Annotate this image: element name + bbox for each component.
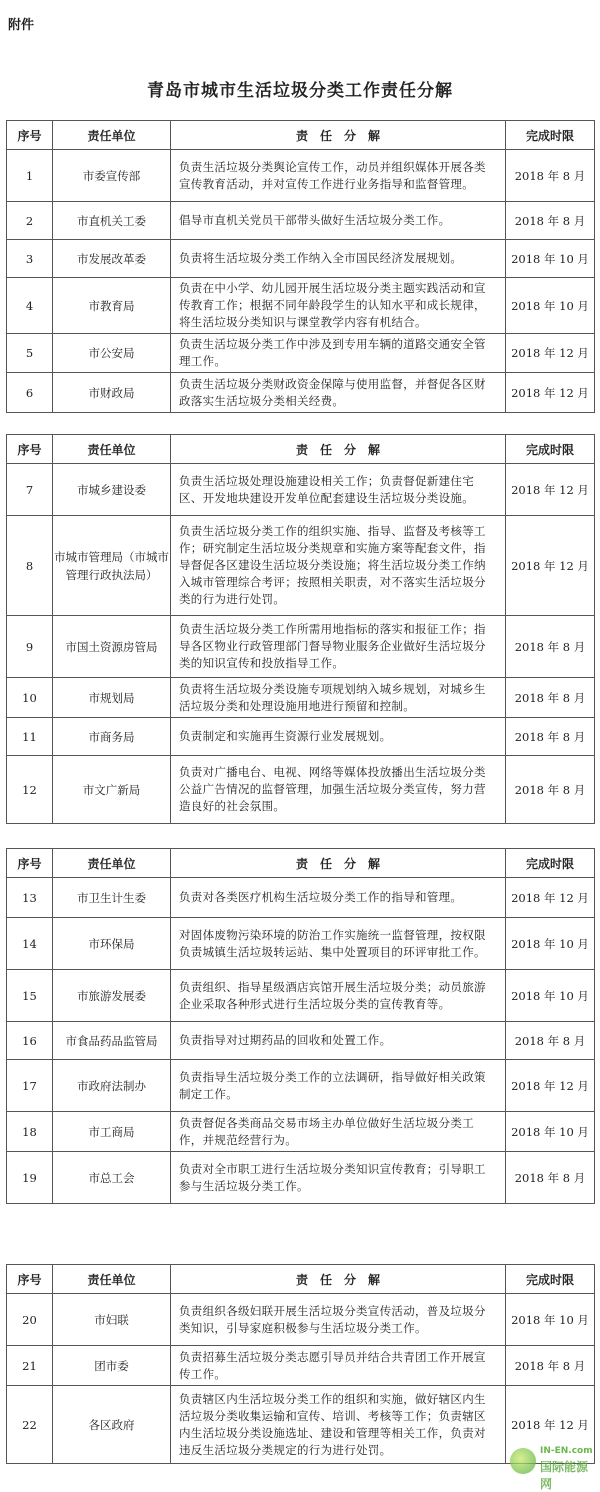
row-number: 20 [7, 1294, 53, 1346]
row-deadline: 2018 年 12 月 [506, 1386, 595, 1464]
row-deadline: 2018 年 8 月 [506, 1152, 595, 1204]
header-duty: 责 任 分 解 [171, 435, 506, 464]
table-row [7, 718, 595, 756]
row-unit: 市委宣传部 [53, 150, 171, 202]
row-unit: 市妇联 [53, 1294, 171, 1346]
row-number: 9 [7, 616, 53, 678]
row-number: 8 [7, 516, 53, 616]
header-deadline: 完成时限 [506, 1265, 595, 1294]
row-unit: 市总工会 [53, 1152, 171, 1204]
row-number: 22 [7, 1386, 53, 1464]
row-unit: 市发展改革委 [53, 240, 171, 278]
table-row [7, 240, 595, 278]
row-duty: 负责生活垃圾分类财政资金保障与使用监督，并督促各区财政落实生活垃圾分类相关经费。 [171, 373, 506, 413]
row-deadline: 2018 年 10 月 [506, 240, 595, 278]
row-deadline: 2018 年 10 月 [506, 1112, 595, 1152]
row-deadline: 2018 年 8 月 [506, 678, 595, 718]
row-unit: 市财政局 [53, 373, 171, 413]
row-deadline: 2018 年 10 月 [506, 918, 595, 970]
row-unit: 市公安局 [53, 334, 171, 373]
table-row [7, 878, 595, 918]
row-duty: 负责在中小学、幼儿园开展生活垃圾分类主题实践活动和宣传教育工作；根据不同年龄段学生的认知水平和成长规律，将生活垃圾分类知识与课堂教学内容有机结合。 [171, 278, 506, 334]
table-row [7, 1386, 595, 1464]
row-deadline: 2018 年 8 月 [506, 202, 595, 240]
row-duty: 倡导市直机关党员干部带头做好生活垃圾分类工作。 [171, 202, 506, 240]
row-deadline: 2018 年 12 月 [506, 878, 595, 918]
header-deadline: 完成时限 [506, 121, 595, 150]
row-unit: 市直机关工委 [53, 202, 171, 240]
header-unit: 责任单位 [53, 435, 171, 464]
row-number: 10 [7, 678, 53, 718]
row-duty: 负责对广播电台、电视、网络等媒体投放播出生活垃圾分类公益广告情况的监督管理，加强生活垃圾分类宣传，努力营造良好的社会氛围。 [171, 756, 506, 824]
row-number: 17 [7, 1060, 53, 1112]
row-unit: 市城乡建设委 [53, 464, 171, 516]
header-unit: 责任单位 [53, 1265, 171, 1294]
row-duty: 负责督促各类商品交易市场主办单位做好生活垃圾分类工作，并规范经营行为。 [171, 1112, 506, 1152]
watermark-name: 国际能源网 [540, 1460, 589, 1491]
row-duty: 负责制定和实施再生资源行业发展规划。 [171, 718, 506, 756]
row-number: 3 [7, 240, 53, 278]
table-row [7, 970, 595, 1022]
table-row [7, 1346, 595, 1386]
row-duty: 负责组织各级妇联开展生活垃圾分类宣传活动，普及垃圾分类知识，引导家庭积极参与生活垃圾分类工作。 [171, 1294, 506, 1346]
row-unit: 市规划局 [53, 678, 171, 718]
row-number: 15 [7, 970, 53, 1022]
row-unit: 市政府法制办 [53, 1060, 171, 1112]
header-no: 序号 [7, 121, 53, 150]
row-unit: 市旅游发展委 [53, 970, 171, 1022]
row-deadline: 2018 年 8 月 [506, 756, 595, 824]
row-deadline: 2018 年 8 月 [506, 616, 595, 678]
row-duty: 负责生活垃圾分类工作中涉及到专用车辆的道路交通安全管理工作。 [171, 334, 506, 373]
row-unit: 市工商局 [53, 1112, 171, 1152]
row-number: 4 [7, 278, 53, 334]
header-duty: 责 任 分 解 [171, 849, 506, 878]
row-deadline: 2018 年 8 月 [506, 718, 595, 756]
row-number: 6 [7, 373, 53, 413]
row-deadline: 2018 年 12 月 [506, 464, 595, 516]
row-unit: 各区政府 [53, 1386, 171, 1464]
row-unit: 市文广新局 [53, 756, 171, 824]
row-deadline: 2018 年 10 月 [506, 1294, 595, 1346]
row-unit: 市教育局 [53, 278, 171, 334]
header-unit: 责任单位 [53, 121, 171, 150]
table-header-row [7, 1265, 595, 1294]
table-row [7, 616, 595, 678]
table-row [7, 756, 595, 824]
header-no: 序号 [7, 435, 53, 464]
row-unit: 市商务局 [53, 718, 171, 756]
row-number: 11 [7, 718, 53, 756]
row-deadline: 2018 年 12 月 [506, 334, 595, 373]
row-deadline: 2018 年 12 月 [506, 516, 595, 616]
row-deadline: 2018 年 10 月 [506, 970, 595, 1022]
row-duty: 负责将生活垃圾分类工作纳入全市国民经济发展规划。 [171, 240, 506, 278]
table-row [7, 278, 595, 334]
row-duty: 负责生活垃圾分类工作的组织实施、指导、监督及考核等工作；研究制定生活垃圾分类规章和实施方案等配套文件，指导督促各区建设生活垃圾分类设施；将生活垃圾分类工作纳入城市管理综合考评；按照相关职责，对不落实生活垃圾分类的行为进行处罚。 [171, 516, 506, 616]
row-unit: 市城市管理局（市城市管理行政执法局） [53, 516, 171, 616]
row-duty: 负责对全市职工进行生活垃圾分类知识宣传教育；引导职工参与生活垃圾分类工作。 [171, 1152, 506, 1204]
table-row [7, 464, 595, 516]
table-row [7, 1294, 595, 1346]
header-duty: 责 任 分 解 [171, 1265, 506, 1294]
header-no: 序号 [7, 849, 53, 878]
header-unit: 责任单位 [53, 849, 171, 878]
responsibility-table [6, 1264, 595, 1464]
row-duty: 负责生活垃圾分类舆论宣传工作，动员并组织媒体开展各类宣传教育活动，并对宣传工作进行业务指导和监督管理。 [171, 150, 506, 202]
row-number: 13 [7, 878, 53, 918]
row-number: 12 [7, 756, 53, 824]
row-duty: 负责辖区内生活垃圾分类工作的组织和实施，做好辖区内生活垃圾分类收集运输和宣传、培训、考核等工作；负责辖区内生活垃圾分类设施选址、建设和管理等相关工作，负责对违反生活垃圾分类规定的行为进行处罚。 [171, 1386, 506, 1464]
row-duty: 负责生活垃圾处理设施建设相关工作；负责督促新建住宅区、开发地块建设开发单位配套建设生活垃圾分类设施。 [171, 464, 506, 516]
row-number: 18 [7, 1112, 53, 1152]
row-deadline: 2018 年 8 月 [506, 150, 595, 202]
table-row [7, 1022, 595, 1060]
row-duty: 负责生活垃圾分类工作所需用地指标的落实和报征工作；指导各区物业行政管理部门督导物业服务企业做好生活垃圾分类的知识宣传和投放指导工作。 [171, 616, 506, 678]
row-duty: 负责对各类医疗机构生活垃圾分类工作的指导和管理。 [171, 878, 506, 918]
table-row [7, 334, 595, 373]
row-unit: 市环保局 [53, 918, 171, 970]
row-unit: 市食品药品监管局 [53, 1022, 171, 1060]
row-deadline: 2018 年 12 月 [506, 373, 595, 413]
row-duty: 负责招募生活垃圾分类志愿引导员并结合共青团工作开展宣传工作。 [171, 1346, 506, 1386]
row-number: 21 [7, 1346, 53, 1386]
table-header-row [7, 121, 595, 150]
row-number: 7 [7, 464, 53, 516]
row-number: 2 [7, 202, 53, 240]
responsibility-table [6, 848, 595, 1204]
row-deadline: 2018 年 10 月 [506, 278, 595, 334]
row-number: 14 [7, 918, 53, 970]
annex-label: 附件 [8, 18, 35, 33]
row-duty: 负责指导生活垃圾分类工作的立法调研，指导做好相关政策制定工作。 [171, 1060, 506, 1112]
row-deadline: 2018 年 8 月 [506, 1022, 595, 1060]
row-deadline: 2018 年 8 月 [506, 1346, 595, 1386]
header-duty: 责 任 分 解 [171, 121, 506, 150]
table-row [7, 1112, 595, 1152]
document-title: 青岛市城市生活垃圾分类工作责任分解 [147, 81, 453, 101]
table-row [7, 202, 595, 240]
responsibility-table [6, 120, 595, 413]
responsibility-table [6, 434, 595, 824]
row-unit: 市国土资源房管局 [53, 616, 171, 678]
row-number: 5 [7, 334, 53, 373]
table-row [7, 678, 595, 718]
row-number: 16 [7, 1022, 53, 1060]
row-duty: 对固体废物污染环境的防治工作实施统一监督管理，按权限负责城镇生活垃圾转运站、集中处置项目的环评审批工作。 [171, 918, 506, 970]
table-row [7, 1152, 595, 1204]
header-deadline: 完成时限 [506, 849, 595, 878]
in-en-logo-icon [510, 1448, 536, 1474]
row-number: 19 [7, 1152, 53, 1204]
header-deadline: 完成时限 [506, 435, 595, 464]
watermark-site: IN-EN.com [540, 1446, 593, 1456]
table-row [7, 918, 595, 970]
watermark [510, 1446, 594, 1491]
row-deadline: 2018 年 12 月 [506, 1060, 595, 1112]
header-no: 序号 [7, 1265, 53, 1294]
table-row [7, 1060, 595, 1112]
table-header-row [7, 849, 595, 878]
row-duty: 负责组织、指导星级酒店宾馆开展生活垃圾分类；动员旅游企业采取各种形式进行生活垃圾分类的宣传教育等。 [171, 970, 506, 1022]
row-unit: 市卫生计生委 [53, 878, 171, 918]
row-duty: 负责将生活垃圾分类设施专项规划纳入城乡规划，对城乡生活垃圾分类和处理设施用地进行预留和控制。 [171, 678, 506, 718]
table-row [7, 150, 595, 202]
table-row [7, 516, 595, 616]
row-unit: 团市委 [53, 1346, 171, 1386]
table-row [7, 373, 595, 413]
row-duty: 负责指导对过期药品的回收和处置工作。 [171, 1022, 506, 1060]
table-header-row [7, 435, 595, 464]
row-number: 1 [7, 150, 53, 202]
